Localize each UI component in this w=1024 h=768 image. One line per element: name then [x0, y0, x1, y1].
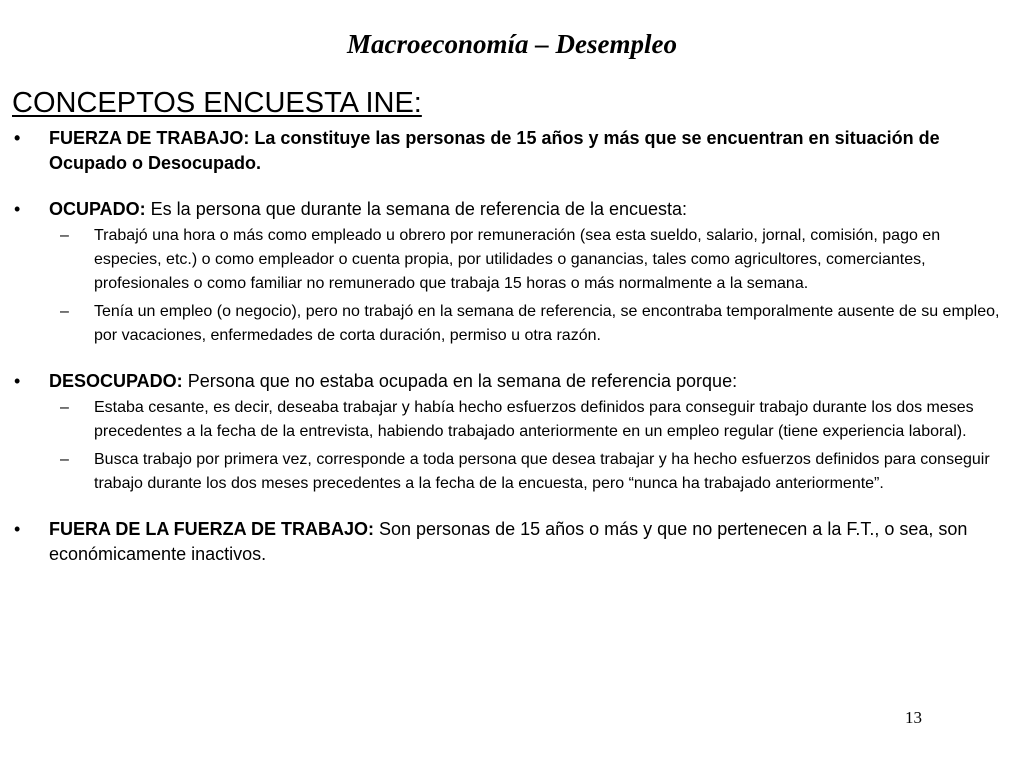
- sub-item: [12, 224, 1010, 296]
- page-number: 13: [905, 708, 922, 727]
- section-heading: CONCEPTOS ENCUESTA INE:: [12, 87, 422, 119]
- bullet-text: Es la persona que durante la semana de referencia de la encuesta:: [145, 199, 688, 219]
- sub-item: [12, 300, 1010, 348]
- bullet-marker: •: [14, 371, 21, 391]
- bullet-ocupado: [12, 197, 1010, 222]
- bullet-label: FUERZA DE TRABAJO:: [49, 128, 250, 148]
- bullet-desocupado: [12, 369, 1010, 394]
- bullet-text: La constituye las personas de 15 años y más que se encuentran en situación de Ocupado o Desocupado.: [49, 128, 940, 173]
- sub-item-text: Estaba cesante, es decir, deseaba trabajar y había hecho esfuerzos definidos para conseguir trabajo durante los dos meses precedentes a la fecha de la entrevista, habiendo trabajado anteriormente en un empleo regular (tiene experiencia laboral).: [94, 399, 974, 440]
- bullet-marker: •: [14, 199, 21, 219]
- sub-item-marker: –: [60, 399, 69, 416]
- sub-item-text: Busca trabajo por primera vez, corresponde a toda persona que desea trabajar y ha hecho esfuerzos definidos para conseguir trabajo durante los dos meses precedentes a la fecha de la encuesta, pero “nunca ha trabajado anteriormente”.: [94, 451, 990, 492]
- content-area: [12, 126, 1010, 567]
- slide-title: Macroeconomía – Desempleo: [347, 29, 677, 59]
- bullet-fuera-fuerza-de-trabajo: [12, 517, 1010, 567]
- sub-item-text: Tenía un empleo (o negocio), pero no trabajó en la semana de referencia, se encontraba temporalmente ausente de su empleo, por vacaciones, enfermedades de corta duración, permiso u otra razón.: [94, 303, 1000, 344]
- sub-item: [12, 396, 1010, 444]
- bullet-marker: •: [14, 519, 21, 539]
- sub-item: [12, 448, 1010, 496]
- bullet-label: OCUPADO:: [49, 199, 146, 219]
- bullet-text: Son personas de 15 años o más y que no pertenecen a la F.T., o sea, son económicamente inactivos.: [49, 519, 968, 564]
- sub-item-marker: –: [60, 227, 69, 244]
- sub-item-marker: –: [60, 303, 69, 320]
- sub-item-marker: –: [60, 451, 69, 468]
- sub-item-text: Trabajó una hora o más como empleado u obrero por remuneración (sea esta sueldo, salario, jornal, comisión, pago en especies, etc.) o como empleador o cuenta propia, por utilidades o ganancias, tales como agricultores, comerciantes, profesionales o como familiar no remunerado que trabaja 15 horas o más normalmente a la semana.: [94, 227, 941, 292]
- bullet-label: DESOCUPADO:: [49, 371, 183, 391]
- bullet-marker: •: [14, 128, 21, 148]
- bullet-fuerza-de-trabajo: [12, 126, 1010, 176]
- bullet-text: Persona que no estaba ocupada en la semana de referencia porque:: [182, 371, 738, 391]
- bullet-label: FUERA DE LA FUERZA DE TRABAJO:: [49, 519, 374, 539]
